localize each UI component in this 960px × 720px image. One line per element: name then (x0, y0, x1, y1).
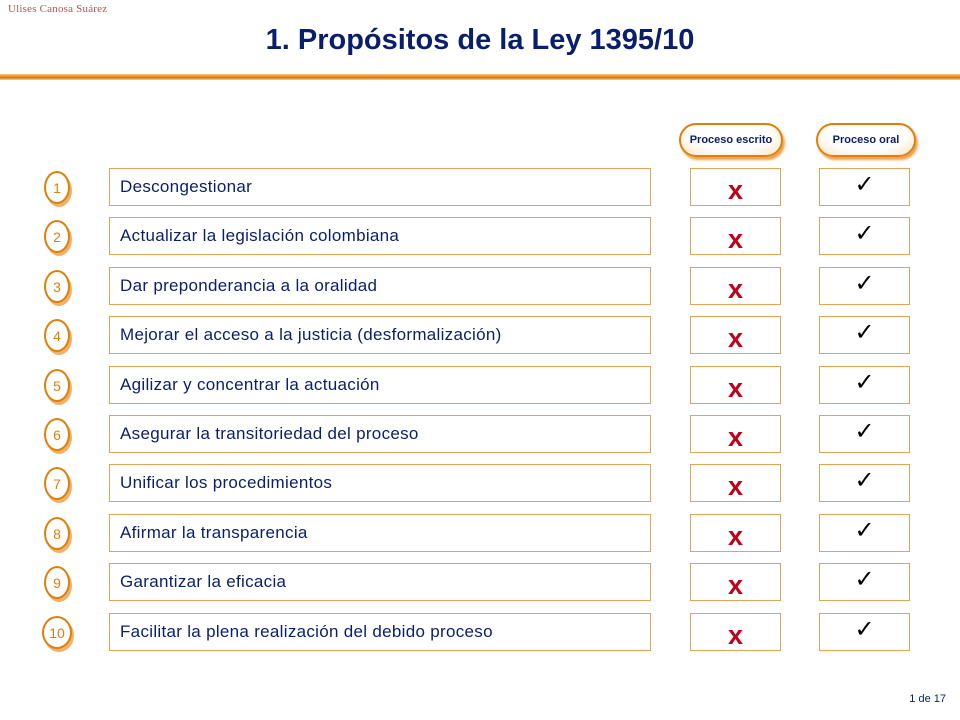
check-icon: ✓ (854, 368, 875, 396)
column-header-proceso-escrito: Proceso escrito (679, 123, 783, 157)
check-icon: ✓ (854, 466, 875, 494)
check-icon: ✓ (854, 269, 875, 297)
row-number-badge: 8 (44, 517, 70, 550)
check-icon: ✓ (854, 417, 875, 445)
cell-proceso-escrito (690, 316, 781, 354)
purpose-row (0, 267, 960, 307)
cell-proceso-escrito (690, 563, 781, 601)
purpose-row (0, 168, 960, 208)
purpose-label: Asegurar la transitoriedad del proceso (109, 415, 651, 453)
cross-icon: x (727, 569, 744, 600)
check-icon: ✓ (854, 318, 875, 346)
purpose-row (0, 217, 960, 257)
cell-proceso-escrito (690, 267, 781, 305)
cell-proceso-oral (819, 316, 910, 354)
purpose-row (0, 316, 960, 356)
cross-icon: x (727, 372, 744, 403)
cell-proceso-escrito (690, 464, 781, 502)
purpose-row (0, 514, 960, 554)
cross-icon: x (727, 223, 744, 254)
slide-title: 1. Propósitos de la Ley 1395/10 (265, 24, 695, 56)
check-icon: ✓ (854, 516, 875, 544)
cell-proceso-oral (819, 464, 910, 502)
cell-proceso-escrito (690, 168, 781, 206)
check-icon: ✓ (854, 219, 875, 247)
purpose-row (0, 415, 960, 455)
column-header-proceso-oral: Proceso oral (816, 123, 916, 157)
check-icon: ✓ (854, 565, 875, 593)
page-counter: 1 de 17 (909, 693, 946, 705)
title-divider (0, 74, 960, 80)
purpose-label: Actualizar la legislación colombiana (109, 217, 651, 255)
cell-proceso-oral (819, 217, 910, 255)
row-number-badge: 10 (42, 616, 72, 649)
cross-icon: x (727, 421, 744, 452)
purpose-label: Agilizar y concentrar la actuación (109, 366, 651, 404)
row-number-badge: 6 (44, 418, 70, 451)
cell-proceso-oral (819, 366, 910, 404)
purpose-row (0, 464, 960, 504)
cell-proceso-escrito (690, 366, 781, 404)
purpose-label: Unificar los procedimientos (109, 464, 651, 502)
cell-proceso-oral (819, 267, 910, 305)
row-number-badge: 4 (44, 319, 70, 352)
purpose-row (0, 366, 960, 406)
row-number-badge: 1 (44, 171, 70, 204)
cross-icon: x (727, 619, 744, 650)
cross-icon: x (727, 174, 744, 205)
row-number-badge: 3 (44, 270, 70, 303)
row-number-badge: 9 (44, 566, 70, 599)
purpose-label: Dar preponderancia a la oralidad (109, 267, 651, 305)
cell-proceso-escrito (690, 415, 781, 453)
cell-proceso-escrito (690, 514, 781, 552)
check-icon: ✓ (854, 615, 875, 643)
cell-proceso-oral (819, 415, 910, 453)
row-number-badge: 2 (44, 220, 70, 253)
purpose-label: Descongestionar (109, 168, 651, 206)
cross-icon: x (727, 520, 744, 551)
purpose-label: Afirmar la transparencia (109, 514, 651, 552)
cell-proceso-oral (819, 613, 910, 651)
purpose-label: Mejorar el acceso a la justicia (desformalización) (109, 316, 651, 354)
author-name: Ulises Canosa Suárez (8, 3, 108, 15)
cross-icon: x (727, 470, 744, 501)
purpose-row (0, 563, 960, 603)
purpose-label: Facilitar la plena realización del debido proceso (109, 613, 651, 651)
cell-proceso-escrito (690, 613, 781, 651)
check-icon: ✓ (854, 170, 875, 198)
cross-icon: x (727, 322, 744, 353)
cell-proceso-oral (819, 514, 910, 552)
cell-proceso-oral (819, 168, 910, 206)
row-number-badge: 7 (44, 467, 70, 500)
cell-proceso-escrito (690, 217, 781, 255)
purpose-row (0, 613, 960, 653)
cross-icon: x (727, 273, 744, 304)
purpose-label: Garantizar la eficacia (109, 563, 651, 601)
row-number-badge: 5 (44, 369, 70, 402)
cell-proceso-oral (819, 563, 910, 601)
